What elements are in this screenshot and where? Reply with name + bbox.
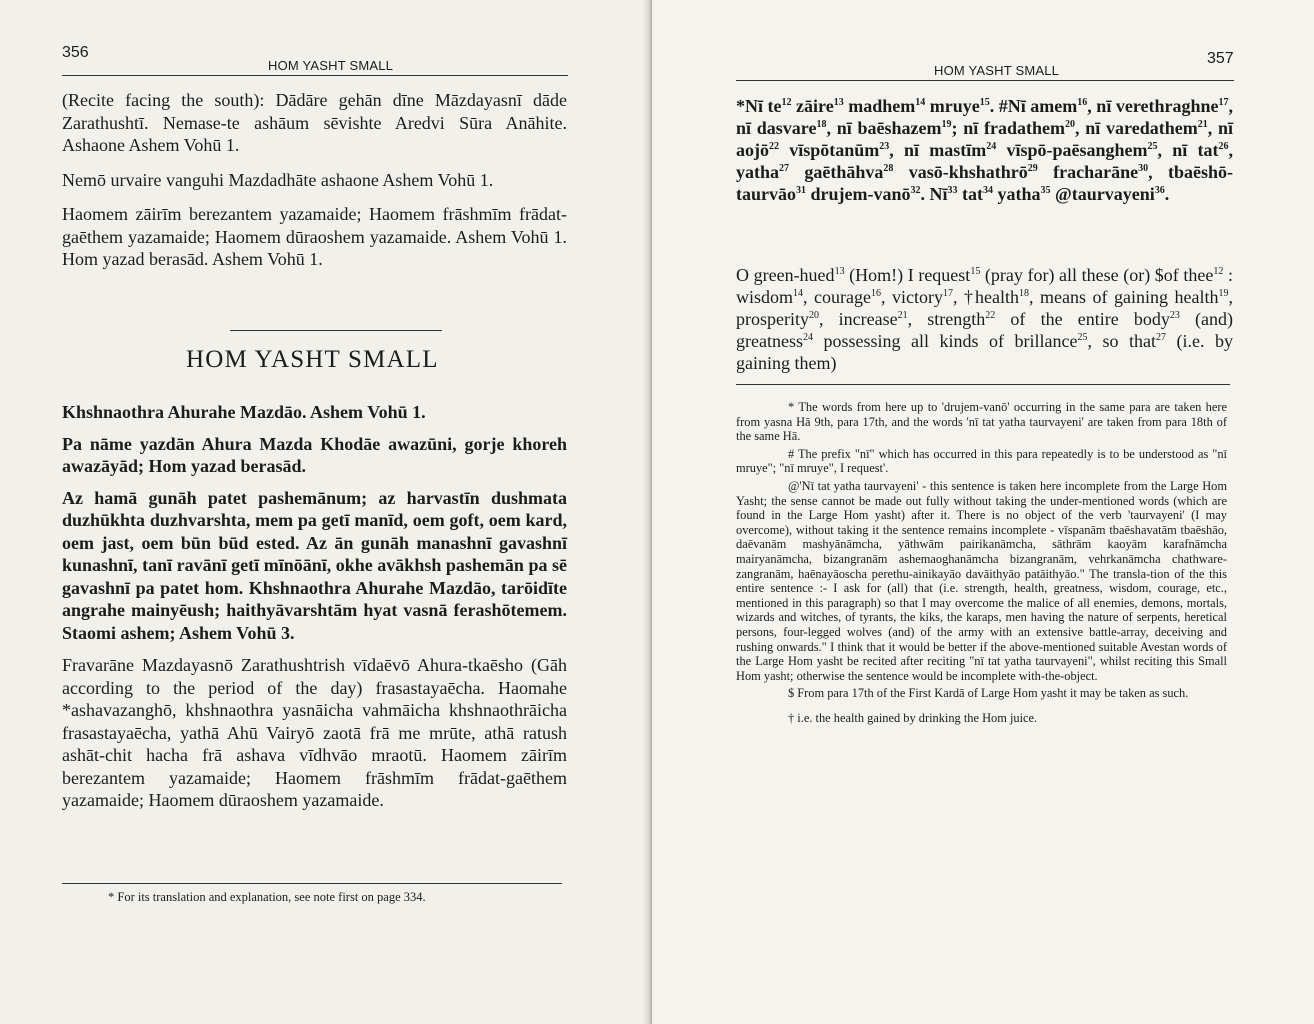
avestan-word: tat [957,184,983,204]
avestan-word: madhem [843,96,916,116]
avestan-ref-number: 23 [879,141,890,152]
translation-word: (Hom!) I request [844,265,971,285]
translation-word: of the entire body [995,309,1170,329]
translation-ref-number: 12 [1213,266,1224,277]
note-hash: # The prefix "nī" which has occurred in this para repeatedly is to be understood as "nī mruye"; "nī mruye", I request'. [736,446,1227,476]
avestan-ref-number: 12 [781,97,792,108]
footnote-left: * For its translation and explanation, see note first on page 334. [108,890,426,904]
avestan-word: vīspō-paēsanghem [996,140,1148,160]
avestan-ref-number: 15 [979,97,990,108]
avestan-word: mruye [925,96,980,116]
running-head-left: HOM YASHT SMALL [268,58,394,73]
translation-ref-number: 17 [943,288,953,299]
notes-rule [736,384,1230,385]
avestan-word: @taurvayeni [1050,184,1155,204]
translation-ref-number: 14 [793,288,804,299]
header-rule-right [736,80,1234,81]
avestan-ref-number: 21 [1197,119,1208,130]
fravarane-para: Fravarāne Mazdayasnō Zarathushtrish vīdaēvō Ahura-tkaēsho (Gāh according to the period of the day) frasastayaēcha. Haomahe *ashavazanghō, khshnaothra yasnāicha vahmāicha khshnaothrāicha frasastayaēcha, yathā Ahū Vairyō zaotā frā me mrūte, athā ratush ashāt-chit hacha frā ashava vīdhvāo mraotū. Haomem zāirīm berezantem yazamaide; Haomem frāshmīm frādat-gaēthem yazamaide; Haomem dūraoshem yazamaide. [62,655,567,810]
page-number-left: 356 [62,44,89,61]
translation-word: , means of gaining health [1029,287,1219,307]
right-footnotes [736,400,1227,725]
translation-ref-number: 24 [802,332,813,343]
avestan-word: yatha [993,184,1041,204]
left-page [0,0,650,1024]
section-title: HOM YASHT SMALL [186,346,439,373]
translation-word: , †health [953,287,1019,307]
translation-ref-number: 21 [897,310,908,321]
translation-ref-number: 27 [1156,332,1167,343]
pa-name-para: Pa nāme yazdān Ahura Mazda Khodāe awazūni, gorje khoreh awazāyād; Hom yazad berasād. [62,433,567,476]
avestan-ref-number: 27 [779,163,790,174]
avestan-word: , tbaēshō-taurvāo [736,162,1233,204]
avestan-ref-number: 31 [796,185,806,196]
patet-para: Az hamā gunāh patet pashemānum; az harvastīn dushmata duzhūkhta duzhvarshta, mem pa getī manīd, oem goft, oem kard, oem jast, oem būn būd ested. Az ān gunāh manashnī gavashnī kunashnī, tanī ravānī getī mīnōānī, okhe avākhsh pashemān pa sē gavashnī pa patet hom. Khshnaothra Ahurahe Mazdāo, tarōidīte angrahe mainyēush; haithyāvarshtām hyat vasnā ferashōtemem. Staomi ashem; Ashem Vohū 3. [62,487,567,643]
avestan-word: . #Nī amem [989,96,1078,116]
translation-ref-number: 20 [808,310,819,321]
avestan-word: , nī baēshazem [826,118,942,138]
translation-word: O green-hued [736,265,835,285]
avestan-ref-number: 20 [1065,119,1076,130]
note-asterisk: * The words from here up to 'drujem-vanō' occurring in the same para are taken here from yasna Hā 9th, para 17th, and the words 'nī tat yatha taurvayeni' are taken from para 18th of the same Hā. [736,400,1227,444]
running-head-right: HOM YASHT SMALL [934,63,1060,78]
left-body-top [62,89,567,271]
avestan-word: *Nī te [736,96,782,116]
note-at: @'Nī tat yatha taurvayeni' - this sentence is taken here incomplete from the Large Hom Yasht; the sense cannot be made out fully without taking the under-mentioned words (which are found in the Large Hom yasht) after it. There is no object of the verb 'taurvayeni' (I may overcome), without taking it the sentence remains incomplete - vīspanām tbaēshavatām tbaēshāo, daēvanām mashyānāmcha, yāthwām pairikanāmcha, sāthrām kaoyām karafnāmcha mairyanāmcha, bizangranām ashemaoghanāmcha bizangranām, vehrkanāmcha chathware-zangranām, haēnayāoscha perethu-ainikayāo davāithyāo patāithyāo." The transla-tion of the this entire sentence :- I ask for (all) that (i.e. strength, health, greatness, wisdom, courage, etc., mentioned in this paragraph) so that I may overcome the malice of all enemies, demons, mortals, wizards and witches, of tyrants, the kiks, the karaps, men having the nature of serpents, heretical persons, four-legged wolves (and) of the army with an extensive battle-array, deceiving and rushing onwards." I think that it would be better if the above-mentioned suitable Avestan words of the Large Hom yasht be recited after reciting "nī tat yatha taurvayeni", whilst reciting this Small Hom yasht; otherwise the sentence would be incomplete with-the-object. [736,478,1227,683]
translation-ref-number: 22 [985,310,996,321]
translation-ref-number: 23 [1169,310,1180,321]
avestan-ref-number: 29 [1027,163,1038,174]
avestan-ref-number: 24 [986,141,997,152]
avestan-ref-number: 14 [915,97,926,108]
nemo-urvaire-para: Nemō urvaire vanguhi Mazdadhāte ashaone Ashem Vohū 1. [62,169,494,190]
avestan-ref-number: 34 [983,185,993,196]
note-dollar: $ From para 17th of the First Kardā of Large Hom yasht it may be taken as such. [788,686,1189,701]
avestan-word: vasō-khshathrō [893,162,1028,182]
section-rule [230,330,442,331]
avestan-word: drujem-vanō [806,184,911,204]
avestan-ref-number: 17 [1218,97,1229,108]
header-rule-left [62,75,568,76]
avestan-ref-number: 35 [1040,185,1051,196]
haomem-para: Haomem zāirīm berezantem yazamaide; Haomem frāshmīm frādat-gaēthem yazamaide; Haomem dūraoshem yazamaide. Ashem Vohū 1. Hom yazad berasād. Ashem Vohū 1. [62,204,567,269]
avestan-ref-number: 25 [1147,141,1158,152]
recitation-para: (Recite facing the south): Dādāre gehān dīne Māzdayasnī dāde Zarathushtī. Nemase-te ashāum sēvishte Aredvi Sūra Anāhite. Ashaone Ashem Vohū 1. [62,90,567,155]
khshnaothra-para: Khshnaothra Ahurahe Mazdāo. Ashem Vohū 1. [62,402,426,422]
translation-ref-number: 18 [1019,288,1029,299]
avestan-word: . Nī [920,184,948,204]
avestan-ref-number: 13 [833,97,844,108]
translation-word: possessing all kinds of brillance [812,331,1078,351]
translation-word: , courage [803,287,871,307]
avestan-word: , nī varedathem [1075,118,1198,138]
avestan-word: vīspōtanūm [779,140,880,160]
translation-word: (i.e. by gaining them) [736,331,1234,373]
translation-word: , so that [1087,331,1157,351]
translation-word: , increase [818,309,898,329]
avestan-word: , nī tat [1157,140,1219,160]
avestan-ref-number: 16 [1077,97,1088,108]
avestan-word: , nī mastīm [889,140,987,160]
english-translation [736,264,1233,374]
translation-ref-number: 19 [1218,288,1229,299]
avestan-ref-number: 26 [1218,141,1229,152]
translation-ref-number: 25 [1077,332,1088,343]
avestan-word: , nī aojō [736,118,1233,160]
left-body-main [62,401,567,812]
translation-ref-number: 15 [970,266,981,277]
avestan-verse [736,95,1233,205]
page-number-right: 357 [1207,50,1234,67]
translation-word: , strength [907,309,986,329]
avestan-ref-number: 28 [883,163,894,174]
avestan-ref-number: 19 [941,119,952,130]
avestan-word: , yatha [736,140,1234,182]
translation-word: , victory [881,287,943,307]
right-page [652,0,1314,1024]
avestan-ref-number: 30 [1138,163,1149,174]
avestan-word: . [1164,184,1170,204]
avestan-word: zāire [791,96,834,116]
avestan-word: , nī dasvare [736,96,1233,138]
avestan-ref-number: 36 [1154,185,1165,196]
translation-word: : wisdom [736,265,1233,307]
translation-ref-number: 13 [834,266,845,277]
avestan-ref-number: 33 [947,185,958,196]
note-dagger: † i.e. the health gained by drinking the Hom juice. [788,710,1038,725]
translation-word: (pray for) all these (or) $of thee [980,265,1214,285]
translation-ref-number: 16 [871,288,881,299]
avestan-word: gaēthāhva [789,162,884,182]
footnote-rule-left [62,883,562,884]
avestan-word: , nī verethraghne [1087,96,1219,116]
avestan-word: ; nī fradathem [951,118,1066,138]
translation-word: , prosperity [736,287,1233,329]
avestan-ref-number: 18 [816,119,827,130]
translation-word: (and) greatness [736,309,1233,351]
avestan-ref-number: 22 [769,141,779,152]
avestan-word: fracharāne [1037,162,1139,182]
avestan-ref-number: 32 [910,185,921,196]
